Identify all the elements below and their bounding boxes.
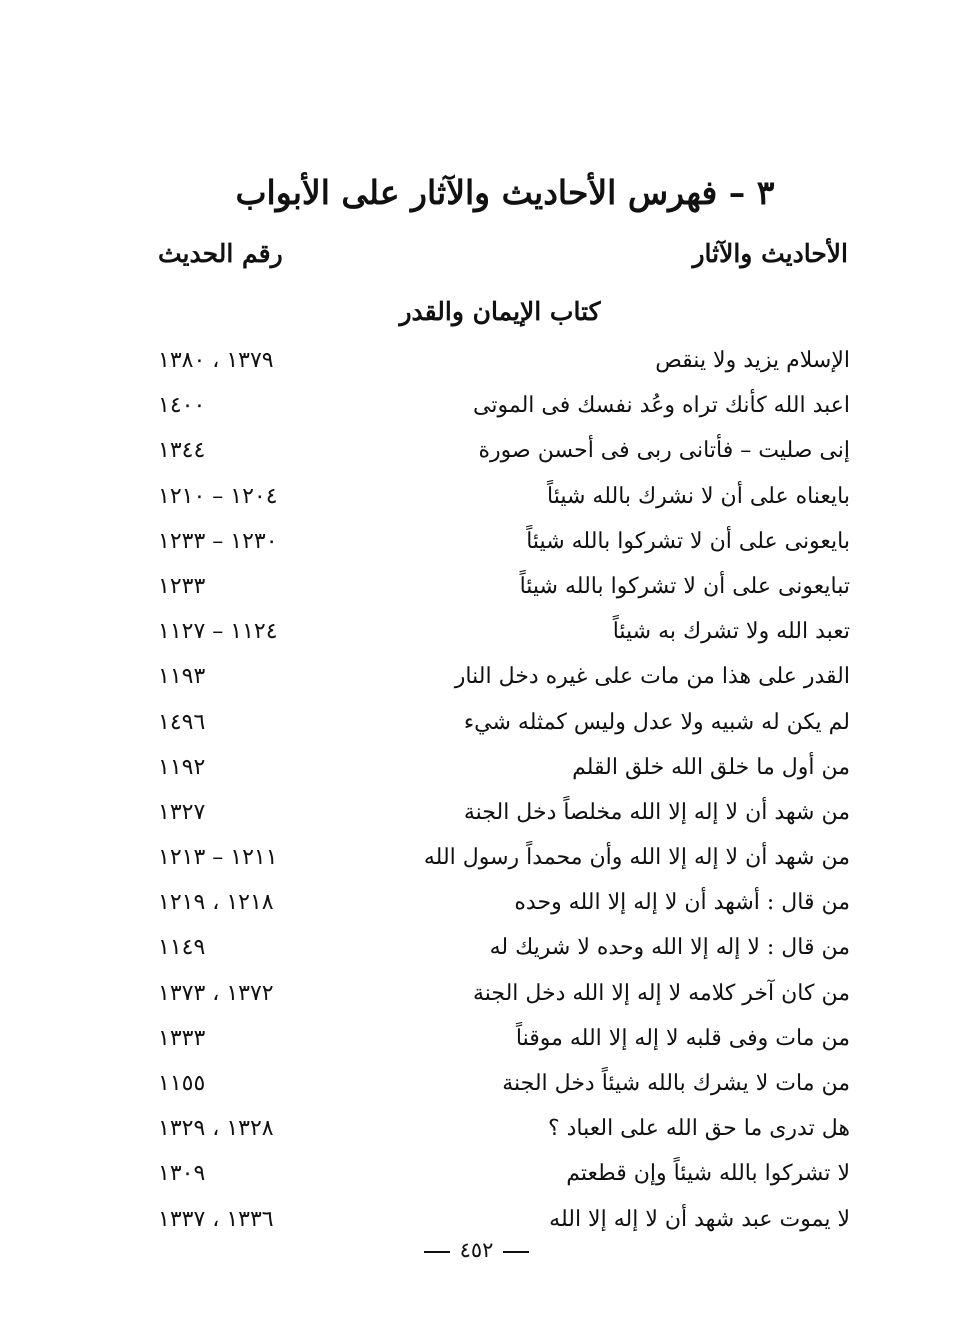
index-row [150, 1151, 850, 1196]
hadith-text: من قال : أشهد أن لا إله إلا الله وحده [514, 890, 850, 916]
hadith-number: ١٣٧٩ ، ١٣٨٠ [158, 348, 274, 373]
index-row [150, 745, 850, 790]
index-row [150, 835, 850, 880]
hadith-number: ١٣٣٣ [158, 1025, 206, 1051]
hadith-number: ١٣٢٨ ، ١٣٢٩ [158, 1116, 274, 1142]
hadith-text: من شهد أن لا إله إلا الله مخلصاً دخل الجنة [463, 799, 850, 825]
hadith-number: ١٣٧٢ ، ١٣٧٣ [158, 980, 274, 1006]
index-row [150, 971, 850, 1016]
index-row [150, 519, 850, 564]
hadith-text: بايعناه على أن لا نشرك بالله شيئاً [547, 483, 850, 509]
hadith-number: ١٢٠٤ – ١٢١٠ [158, 483, 278, 509]
hadith-number: ١٤٩٦ [158, 709, 206, 735]
hadith-text: من قال : لا إله إلا الله وحده لا شريك له [489, 935, 850, 961]
hadith-number: ١٢٣٠ – ١٢٣٣ [158, 528, 278, 554]
section-title: كتاب الإيمان والقدر [399, 297, 601, 326]
column-heading-number: رقم الحديث [158, 239, 283, 268]
hadith-text: الإسلام يزيد ولا ينقص [655, 348, 850, 373]
hadith-number: ١١٥٥ [158, 1071, 206, 1096]
index-row [150, 338, 850, 383]
hadith-number: ١٤٠٠ [158, 393, 206, 419]
footer-dash-right [503, 1251, 529, 1253]
index-row [150, 1061, 850, 1106]
index-row [150, 1016, 850, 1061]
hadith-text: القدر على هذا من مات على غيره دخل النار [454, 664, 850, 690]
page-title: ٣ – فهرس الأحاديث والآثار على الأبواب [235, 173, 775, 212]
hadith-text: من مات لا يشرك بالله شيئاً دخل الجنة [502, 1071, 850, 1096]
index-list [150, 338, 850, 1242]
hadith-text: بايعونى على أن لا تشركوا بالله شيئاً [526, 528, 850, 554]
index-row [150, 700, 850, 745]
index-row [150, 925, 850, 970]
index-row [150, 428, 850, 473]
hadith-text: هل تدرى ما حق الله على العباد ؟ [547, 1116, 850, 1142]
hadith-number: ١٢٣٣ [158, 573, 206, 599]
hadith-number: ١٣٢٧ [158, 799, 206, 825]
index-row [150, 1106, 850, 1151]
index-row [150, 654, 850, 699]
hadith-text: من شهد أن لا إله إلا الله وأن محمداً رسول الله [423, 845, 850, 871]
index-row [150, 383, 850, 428]
hadith-text: اعبد الله كأنك تراه وعُد نفسك فى الموتى [473, 393, 850, 419]
hadith-number: ١٢١١ – ١٢١٣ [158, 845, 278, 871]
index-row [150, 564, 850, 609]
hadith-text: تبايعونى على أن لا تشركوا بالله شيئاً [519, 573, 850, 599]
hadith-text: لم يكن له شبيه ولا عدل وليس كمثله شيء [463, 709, 850, 735]
hadith-text: من كان آخر كلامه لا إله إلا الله دخل الجنة [472, 980, 850, 1006]
hadith-number: ١٣٣٦ ، ١٣٣٧ [158, 1206, 274, 1232]
page-number: ٤٥٢ [459, 1238, 494, 1262]
hadith-number: ١١٩٣ [158, 664, 206, 690]
index-row [150, 880, 850, 925]
hadith-text: لا تشركوا بالله شيئاً وإن قطعتم [566, 1161, 850, 1187]
hadith-text: من أول ما خلق الله خلق القلم [572, 754, 850, 780]
hadith-number: ١١٢٤ – ١١٢٧ [158, 619, 278, 645]
hadith-number: ١٣٤٤ [158, 438, 206, 464]
hadith-number: ١١٩٢ [158, 754, 206, 780]
column-heading-hadith: الأحاديث والآثار [692, 239, 848, 268]
hadith-text: من مات وفى قلبه لا إله إلا الله موقناً [515, 1025, 850, 1051]
hadith-text: تعبد الله ولا تشرك به شيئاً [612, 619, 850, 645]
hadith-number: ١١٤٩ [158, 935, 206, 961]
hadith-number: ١٣٠٩ [158, 1161, 206, 1187]
footer-dash-left [424, 1251, 450, 1253]
index-row [150, 474, 850, 519]
hadith-text: إنى صليت – فأتانى ربى فى أحسن صورة [478, 438, 850, 464]
hadith-number: ١٢١٨ ، ١٢١٩ [158, 890, 274, 916]
index-row [150, 609, 850, 654]
page-footer [0, 1232, 953, 1268]
hadith-text: لا يموت عبد شهد أن لا إله إلا الله [549, 1206, 850, 1232]
index-row [150, 790, 850, 835]
